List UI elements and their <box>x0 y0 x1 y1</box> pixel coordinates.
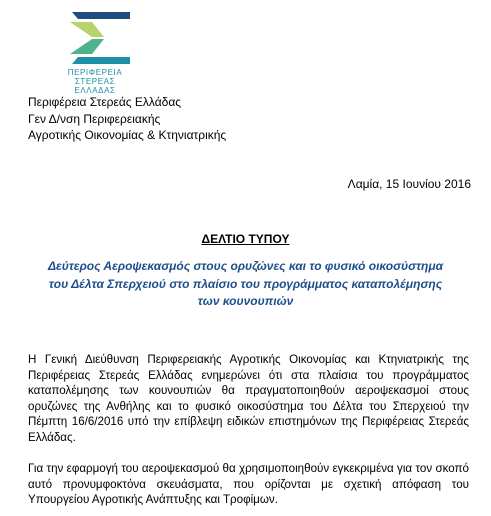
press-release-title: ΔΕΛΤΙΟ ΤΥΠΟΥ <box>201 232 290 246</box>
sender-line-department: Αγροτικής Οικονομίας & Κτηνιατρικής <box>28 128 227 142</box>
logo-text-sterea: ΣΤΕΡΕΑΣ <box>74 77 116 86</box>
body-paragraph-2: Για την εφαρμογή του αεροψεκασμού θα χρησιμοποιηθούν εγκεκριμένα για τον σκοπό αυτό προνυμφοκτόνα σκευάσματα, που ορίζονται με σχετική απόφαση του Υπουργείου Αγροτικής Ανάπτυξης και Τροφίμων. <box>28 462 469 507</box>
sender-line-region: Περιφέρεια Στερεάς Ελλάδας <box>28 95 182 109</box>
body-paragraph-1: Η Γενική Διεύθυνση Περιφερειακής Αγροτικής Οικονομίας και Κτηνιατρικής της Περιφέρειας Στερεάς Ελλάδας ενημερώνει ότι στα πλαίσια του προγράμματος καταπολέμησης των κουνουπιών θα πραγματοποιηθούν αεροψεκασμοί στους ορυζώνες της Ανθήλης και το φυσικό οικοσύστημα του Δέλτα του Σπερχειού την Πέμπτη 16/6/2016 υπό την επίβλεψη ειδικών επιστημόνων της Περιφέρειας Στερεάς Ελλάδας. <box>28 353 469 444</box>
logo-upper-diagonal <box>70 22 104 37</box>
logo-bottom-bar <box>72 57 130 64</box>
document-date: Λαμία, 15 Ιουνίου 2016 <box>347 177 471 191</box>
sender-block <box>28 94 226 144</box>
press-release-headline: Δεύτερος Αεροψεκασμός στους ορυζώνες και το φυσικό οικοσύστημα του Δέλτα Σπερχειού στο πλαίσιο του προγράμματος καταπολέμησης των κουνουπιών <box>47 259 444 308</box>
sender-line-directorate: Γεν Δ/νση Περιφερειακής <box>28 111 161 126</box>
region-logo <box>52 8 138 95</box>
sigma-logo-icon <box>52 8 138 68</box>
logo-lower-diagonal <box>70 39 104 54</box>
logo-text-region: ΠΕΡΙΦΕΡΕΙΑ <box>67 68 123 77</box>
logo-text-ellada: ΕΛΛΑΔΑΣ <box>74 86 116 95</box>
logo-top-bar <box>72 12 130 19</box>
